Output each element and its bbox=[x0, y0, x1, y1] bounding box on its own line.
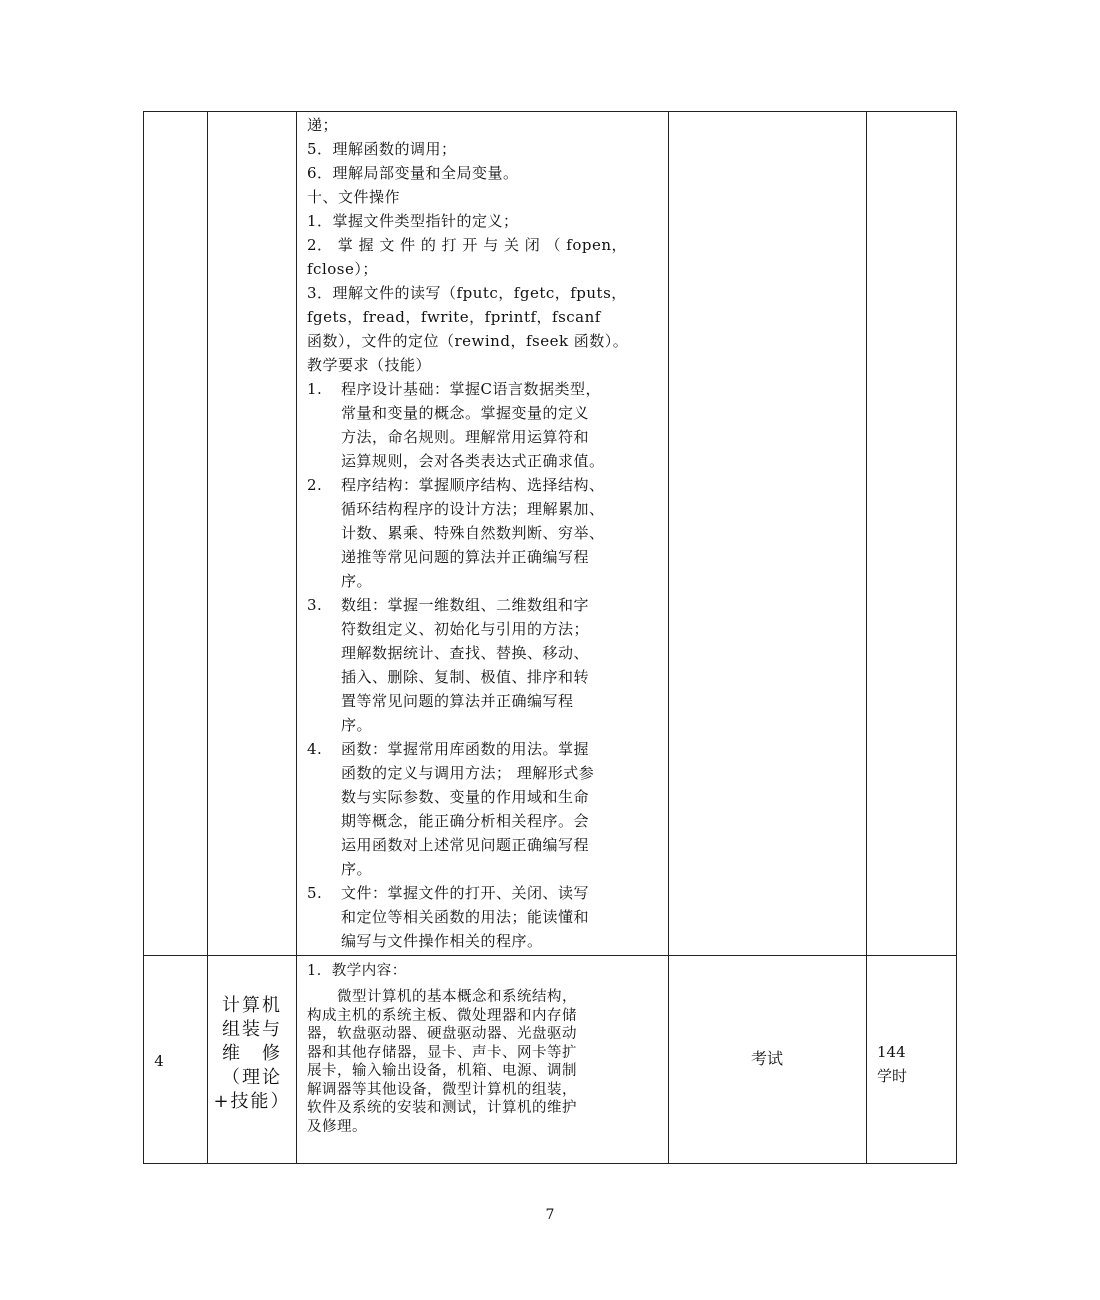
row-divider bbox=[143, 955, 957, 956]
skill-line: 递推等常见问题的算法并正确编写程 bbox=[341, 548, 590, 566]
content-heading: 1．教学内容： bbox=[307, 963, 407, 979]
skill-number: 5. bbox=[307, 884, 323, 902]
skill-line: 常量和变量的概念。掌握变量的定义 bbox=[341, 404, 590, 422]
skill-line: 理解数据统计、查找、替换、移动、 bbox=[341, 644, 590, 662]
content-line: 展卡，输入输出设备，机箱、电源、调制 bbox=[307, 1063, 577, 1079]
skill-item bbox=[307, 881, 663, 953]
row2-index: 4 bbox=[154, 1052, 164, 1070]
skill-line: 序。 bbox=[341, 572, 373, 590]
skill-item bbox=[307, 473, 663, 593]
row2-content-cell bbox=[307, 958, 663, 1136]
content-line: 及修理。 bbox=[307, 1118, 367, 1135]
skill-line: 和定位等相关函数的用法；能读懂和 bbox=[341, 908, 590, 926]
column-divider-2 bbox=[296, 111, 297, 1164]
hours-value: 144 bbox=[877, 1043, 906, 1061]
column-divider-1 bbox=[207, 111, 208, 1164]
skill-number: 1. bbox=[307, 380, 323, 398]
table-top-border bbox=[143, 111, 957, 112]
section-heading: 十、文件操作 bbox=[307, 188, 401, 206]
skill-line: 循环结构程序的设计方法；理解累加、 bbox=[341, 500, 605, 518]
table-bottom-border bbox=[143, 1163, 957, 1164]
row1-content-cell bbox=[307, 113, 663, 953]
content-line: fclose）； bbox=[307, 260, 378, 278]
skill-line: 序。 bbox=[341, 716, 373, 734]
content-line: 器，软盘驱动器、硬盘驱动器、光盘驱动 bbox=[307, 1026, 577, 1042]
column-divider-4 bbox=[866, 111, 867, 1164]
skill-line: 序。 bbox=[341, 860, 373, 878]
column-divider-3 bbox=[668, 111, 669, 1164]
content-line: 5．理解函数的调用； bbox=[307, 140, 457, 158]
content-line: 构成主机的系统主板、微处理器和内存储 bbox=[307, 1007, 577, 1024]
skill-line: 期等概念，能正确分析相关程序。会 bbox=[341, 812, 590, 830]
skill-line: 方法，命名规则。理解常用运算符和 bbox=[341, 428, 590, 446]
skill-line: 程序设计基础：掌握C语言数据类型， bbox=[341, 380, 601, 398]
skills-heading: 教学要求（技能） bbox=[307, 356, 432, 374]
content-line: 6．理解局部变量和全局变量。 bbox=[307, 164, 519, 182]
hours-unit: 学时 bbox=[877, 1067, 908, 1085]
skill-line: 运用函数对上述常见问题正确编写程 bbox=[341, 836, 590, 854]
row2-hours bbox=[877, 1040, 907, 1088]
content-line: 软件及系统的安装和测试，计算机的维护 bbox=[307, 1100, 577, 1116]
page-number: 7 bbox=[545, 1207, 555, 1223]
skill-number: 2. bbox=[307, 476, 323, 494]
content-line: fgets，fread，fwrite，fprintf，fscanf bbox=[307, 308, 601, 326]
skill-line: 数组：掌握一维数组、二维数组和字 bbox=[341, 596, 590, 614]
content-line: 解调器等其他设备，微型计算机的组装， bbox=[307, 1081, 577, 1098]
skill-number: 4. bbox=[307, 740, 323, 758]
course-line: 计算机 bbox=[222, 995, 282, 1016]
content-line: 3．理解文件的读写（fputc，fgetc，fputs， bbox=[307, 284, 627, 302]
skill-item bbox=[307, 593, 663, 737]
course-line: 组装与 bbox=[222, 1019, 282, 1040]
content-line: 2． 掌 握 文 件 的 打 开 与 关 闭 （ fopen， bbox=[307, 236, 627, 254]
course-line: （理论 bbox=[222, 1067, 282, 1088]
course-line: +技能） bbox=[213, 1091, 291, 1112]
skill-item bbox=[307, 377, 663, 473]
skill-line: 符数组定义、初始化与引用的方法； bbox=[341, 620, 590, 638]
skill-line: 文件：掌握文件的打开、关闭、读写 bbox=[341, 884, 590, 902]
content-line: 微型计算机的基本概念和系统结构， bbox=[307, 989, 577, 1005]
course-line: 维 修 bbox=[222, 1043, 282, 1064]
skill-line: 置等常见问题的算法并正确编写程 bbox=[341, 692, 574, 710]
skill-line: 编写与文件操作相关的程序。 bbox=[341, 932, 543, 950]
skill-line: 函数：掌握常用库函数的用法。掌握 bbox=[341, 740, 590, 758]
skill-number: 3. bbox=[307, 596, 323, 614]
content-line: 1．掌握文件类型指针的定义； bbox=[307, 212, 519, 230]
skill-line: 运算规则，会对各类表达式正确求值。 bbox=[341, 452, 605, 470]
skill-line: 插入、删除、复制、极值、排序和转 bbox=[341, 668, 590, 686]
skill-line: 函数的定义与调用方法； 理解形式参 bbox=[341, 764, 595, 782]
row2-assessment: 考试 bbox=[750, 1049, 783, 1068]
content-line: 器和其他存储器，显卡、声卡、网卡等扩 bbox=[307, 1044, 577, 1061]
row2-course-name bbox=[212, 994, 292, 1114]
skill-line: 计数、累乘、特殊自然数判断、穷举、 bbox=[341, 524, 605, 542]
content-line: 递； bbox=[307, 116, 339, 134]
table-left-border bbox=[143, 111, 144, 1164]
skill-line: 程序结构：掌握顺序结构、选择结构、 bbox=[341, 476, 605, 494]
table-right-border bbox=[956, 111, 957, 1164]
skill-line: 数与实际参数、变量的作用域和生命 bbox=[341, 788, 590, 806]
content-line: 函数），文件的定位（rewind，fseek 函数）。 bbox=[307, 332, 629, 350]
skill-item bbox=[307, 737, 663, 881]
